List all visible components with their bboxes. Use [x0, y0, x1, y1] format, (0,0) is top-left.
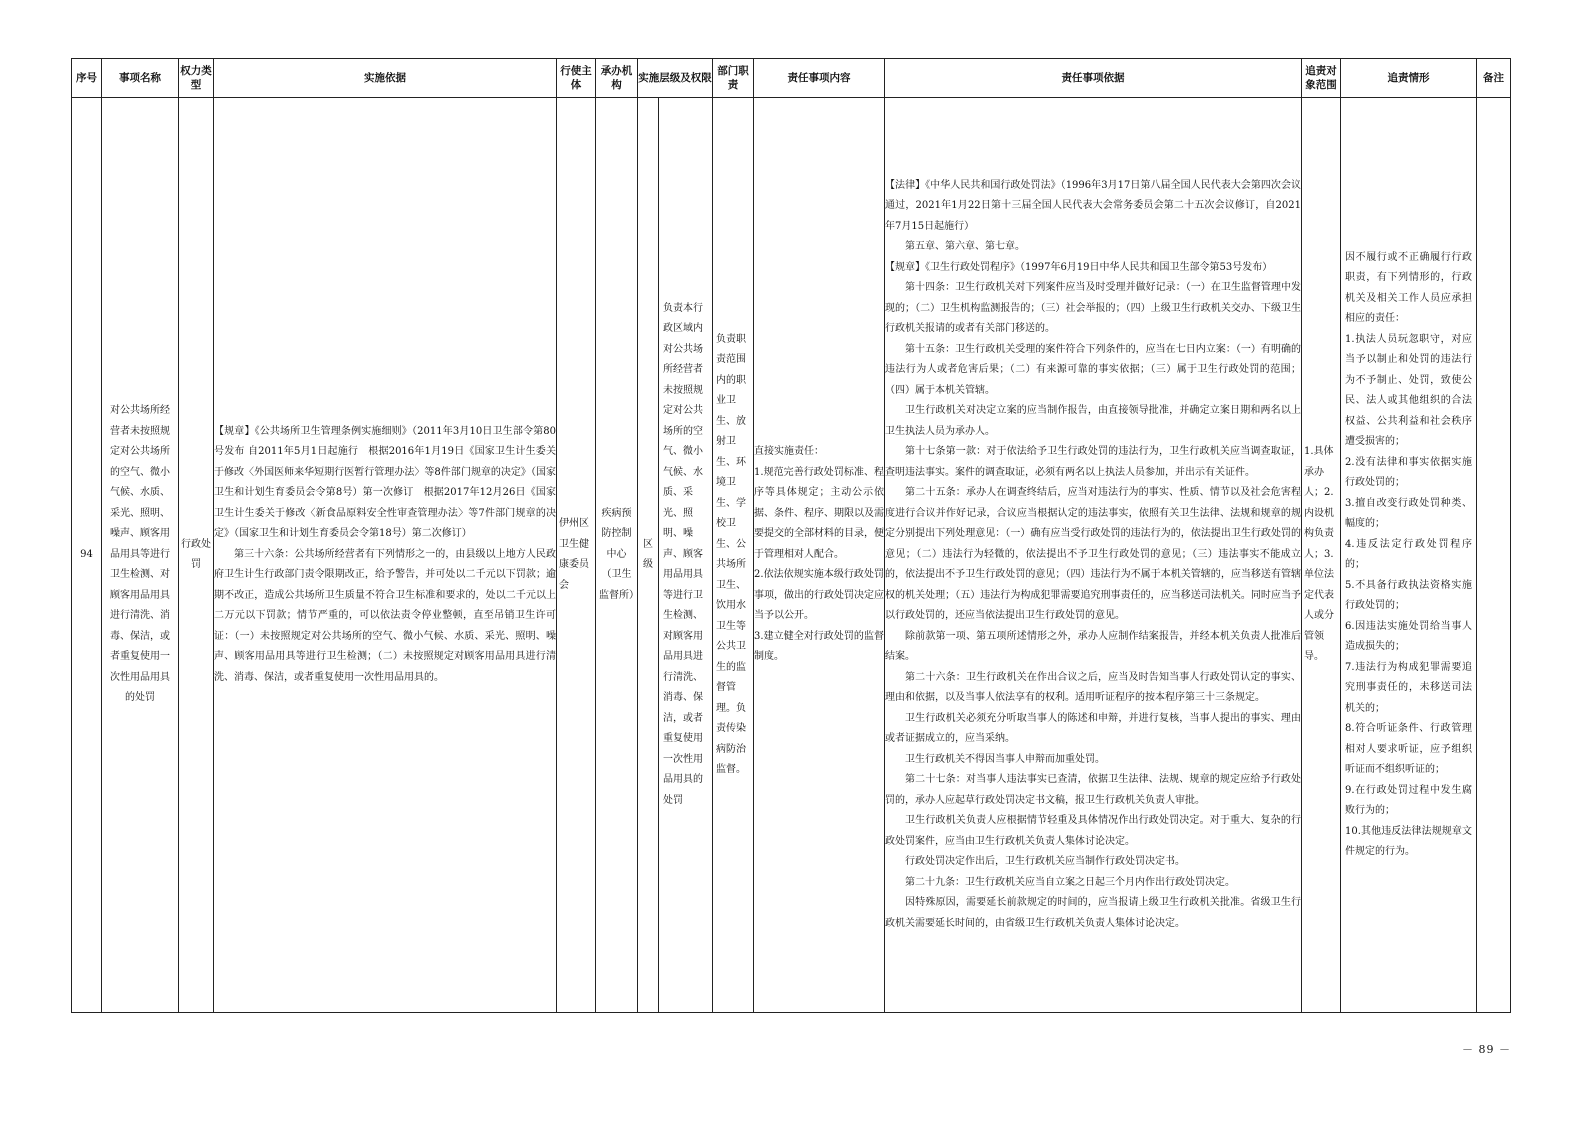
row-situation	[1341, 98, 1477, 1013]
resp-content-line: 直接实施责任：	[754, 446, 824, 458]
header-resp-content: 责任事项内容	[754, 59, 885, 98]
situation-line: 4.违反法定行政处罚程序的；	[1345, 538, 1472, 570]
responsibility-table	[71, 58, 1511, 1013]
resp-basis-paragraph: 卫生行政机关对决定立案的应当制作报告，由直接领导批准，并确定立案日期和两名以上卫生执法人员为承办人。	[885, 405, 1301, 437]
situation-line: 6.因违法实施处罚给当事人造成损失的；	[1345, 620, 1472, 652]
header-level: 实施层级及权限	[638, 59, 713, 98]
resp-basis-paragraph: 卫生行政机关必须充分听取当事人的陈述和申辩，并进行复核，当事人提出的事实、理由或者证据成立的，应当采纳。	[885, 712, 1301, 745]
header-situation: 追责情形	[1341, 59, 1477, 98]
row-item-name: 对公共场所经营者未按照规定对公共场所的空气、微小气候、水质、采光、照明、噪声、顾客用品用具等进行卫生检测、对顾客用品用具进行清洗、消毒、保洁，或者重复使用一次性用品用具的处罚	[102, 98, 179, 1013]
row-basis	[214, 98, 557, 1013]
row-resp-basis	[885, 98, 1302, 1013]
row-seq: 94	[72, 98, 102, 1013]
header-duty: 部门职责	[713, 59, 754, 98]
row-agency: 疾病预防控制中心（卫生监督所）	[596, 98, 638, 1013]
resp-basis-paragraph: 第二十六条：卫生行政机关在作出合议之后，应当及时告知当事人行政处罚认定的事实、理由和依据，以及当事人依法享有的权利。适用听证程序的按本程序第三十三条规定。	[885, 671, 1301, 704]
header-scope: 追责对象范围	[1302, 59, 1341, 98]
header-agency: 承办机构	[596, 59, 638, 98]
row-remark	[1477, 98, 1511, 1013]
resp-basis-paragraph: 第二十五条：承办人在调查终结后，应当对违法行为的事实、性质、情节以及社会危害程度进行合议并作好记录，合议应当根据认定的违法事实，依照有关卫生法律、法规和规章的规定分别提出下列处理意见：（一）确有应当受行政处罚的违法行为的，依法提出卫生行政处罚的意见；（二）违法行为轻微的，依法提出不予卫生行政处罚的意见；（三）违法事实不能成立的，依法提出不予卫生行政处罚的意见；（四）违法行为不属于本机关管辖的，应当移送有管辖权的机关处理；（五）违法行为构成犯罪需要追究刑事责任的，应当移送司法机关。同时应当予以行政处罚的，还应当依法提出卫生行政处罚的意见。	[885, 487, 1301, 622]
situation-line: 2.没有法律和事实依据实施行政处罚的；	[1345, 456, 1472, 488]
header-power-type: 权力类型	[179, 59, 214, 98]
row-scope: 1.具体承办人；2.内设机构负责人；3.单位法定代表人或分管领导。	[1302, 98, 1341, 1013]
header-remark: 备注	[1477, 59, 1511, 98]
resp-basis-paragraph: 【规章】《卫生行政处罚程序》（1997年6月19日中华人民共和国卫生部令第53号发布）	[885, 261, 1273, 273]
situation-line: 因不履行或不正确履行行政职责，有下列情形的，行政机关及相关工作人员应承担相应的责任：	[1345, 251, 1472, 324]
header-row	[72, 59, 1511, 98]
basis-regulation: 【规章】《公共场所卫生管理条例实施细则》（2011年3月10日卫生部令第80号发布 自2011年5月1日起施行 根据2016年1月19日《国家卫生计生委关于修改〈外国医师来华短期行医暂行管理办法〉等8件部门规章的决定》（国家卫生和计划生育委员会令第8号）第一次修订 根据2017年12月26日《国家卫生计生委关于修改〈新食品原料安全性审查管理办法〉等7件部门规章的决定》（国家卫生和计划生育委员会令第18号）第二次修订）	[214, 425, 556, 540]
resp-basis-paragraph: 因特殊原因，需要延长前款规定的时间的，应当报请上级卫生行政机关批准。省级卫生行政机关需要延长时间的，由省级卫生行政机关负责人集体讨论决定。	[885, 897, 1301, 929]
row-subject: 伊州区卫生健康委员会	[557, 98, 596, 1013]
resp-basis-paragraph: 第五章、第六章、第七章。	[905, 241, 1025, 253]
resp-basis-paragraph: 第十七条第一款：对于依法给予卫生行政处罚的违法行为，卫生行政机关应当调查取证，查明违法事实。案件的调查取证，必须有两名以上执法人员参加，并出示有关证件。	[885, 446, 1301, 478]
row-duty: 负责职责范围内的职业卫生、放射卫生、环境卫生、学校卫生、公共场所卫生、饮用水卫生等公共卫生的监督管理。负责传染病防治监督。	[713, 98, 754, 1013]
resp-basis-paragraph: 卫生行政机关不得因当事人申辩而加重处罚。	[905, 753, 1105, 765]
header-seq: 序号	[72, 59, 102, 98]
row-power-type: 行政处罚	[179, 98, 214, 1013]
resp-basis-paragraph: 除前款第一项、第五项所述情形之外，承办人应制作结案报告，并经本机关负责人批准后结案。	[885, 630, 1301, 663]
basis-article: 第三十六条：公共场所经营者有下列情形之一的，由县级以上地方人民政府卫生计生行政部门责令限期改正，给予警告，并可处以二千元以下罚款；逾期不改正，造成公共场所卫生质量不符合卫生标准和要求的，处以二千元以上二万元以下罚款；情节严重的，可以依法责令停业整顿，直至吊销卫生许可证：（一）未按照规定对公共场所的空气、微小气候、水质、采光、照明、噪声、顾客用品用具等进行卫生检测；（二）未按照规定对顾客用品用具进行清洗、消毒、保洁，或者重复使用一次性用品用具的。	[214, 548, 556, 683]
resp-basis-paragraph: 第十四条：卫生行政机关对下列案件应当及时受理并做好记录：（一）在卫生监督管理中发现的；（二）卫生机构监测报告的；（三）社会举报的；（四）上级卫生行政机关交办、下级卫生行政机关报请的或者有关部门移送的。	[885, 282, 1301, 335]
situation-line: 5.不具备行政执法资格实施行政处罚的；	[1345, 579, 1472, 611]
row-resp-content	[754, 98, 885, 1013]
page-number: － 89 －	[1462, 1043, 1511, 1056]
table-row	[72, 98, 1511, 1013]
situation-line: 1.执法人员玩忽职守，对应当予以制止和处罚的违法行为不予制止、处罚，致使公民、法人或其他组织的合法权益、公共利益和社会秩序遭受损害的；	[1345, 333, 1472, 447]
resp-basis-paragraph: 行政处罚决定作出后，卫生行政机关应当制作行政处罚决定书。	[905, 856, 1185, 868]
situation-line: 3.擅自改变行政处罚种类、幅度的；	[1345, 497, 1472, 529]
resp-basis-paragraph: 第二十七条：对当事人违法事实已查清，依据卫生法律、法规、规章的规定应给予行政处罚的，承办人应起草行政处罚决定书文稿，报卫生行政机关负责人审批。	[885, 774, 1301, 806]
header-basis: 实施依据	[214, 59, 557, 98]
resp-basis-paragraph: 【法律】《中华人民共和国行政处罚法》（1996年3月17日第八届全国人民代表大会第四次会议通过，2021年1月22日第十三届全国人民代表大会常务委员会第二十五次会议修订，自2021年7月15日起施行）	[885, 179, 1301, 232]
header-resp-basis: 责任事项依据	[885, 59, 1302, 98]
situation-line: 8.符合听证条件、行政管理相对人要求听证，应予组织听证而不组织听证的；	[1345, 723, 1472, 775]
situation-line: 9.在行政处罚过程中发生腐败行为的；	[1345, 784, 1472, 816]
resp-content-line: 2.依法依规实施本级行政处罚事项，做出的行政处罚决定应当予以公开。	[754, 569, 884, 622]
resp-basis-paragraph: 卫生行政机关负责人应根据情节轻重及具体情况作出行政处罚决定。对于重大、复杂的行政处罚案件，应当由卫生行政机关负责人集体讨论决定。	[885, 815, 1301, 847]
resp-basis-paragraph: 第十五条：卫生行政机关受理的案件符合下列条件的，应当在七日内立案：（一）有明确的违法行为人或者危害后果；（二）有来源可靠的事实依据；（三）属于卫生行政处罚的范围；（四）属于本机关管辖。	[885, 343, 1301, 396]
header-item-name: 事项名称	[102, 59, 179, 98]
row-level-b: 负责本行政区域内对公共场所经营者未按照规定对公共场所的空气、微小气候、水质、采光、照明、噪声、顾客用品用具等进行卫生检测、对顾客用品用具进行清洗、消毒、保洁，或者重复使用一次性用品用具的处罚	[659, 98, 713, 1013]
situation-line: 10.其他违反法律法规规章文件规定的行为。	[1345, 825, 1472, 857]
resp-content-line: 3.建立健全对行政处罚的监督制度。	[754, 630, 884, 663]
row-level-a: 区级	[638, 98, 659, 1013]
resp-basis-paragraph: 第二十九条：卫生行政机关应当自立案之日起三个月内作出行政处罚决定。	[905, 876, 1235, 888]
resp-content-line: 1.规范完善行政处罚标准、程序等具体规定；主动公示依据、条件、程序、期限以及需要提交的全部材料的目录，便于管理相对人配合。	[754, 466, 884, 560]
situation-line: 7.违法行为构成犯罪需要追究刑事责任的，未移送司法机关的；	[1345, 661, 1472, 714]
header-subject: 行使主体	[557, 59, 596, 98]
